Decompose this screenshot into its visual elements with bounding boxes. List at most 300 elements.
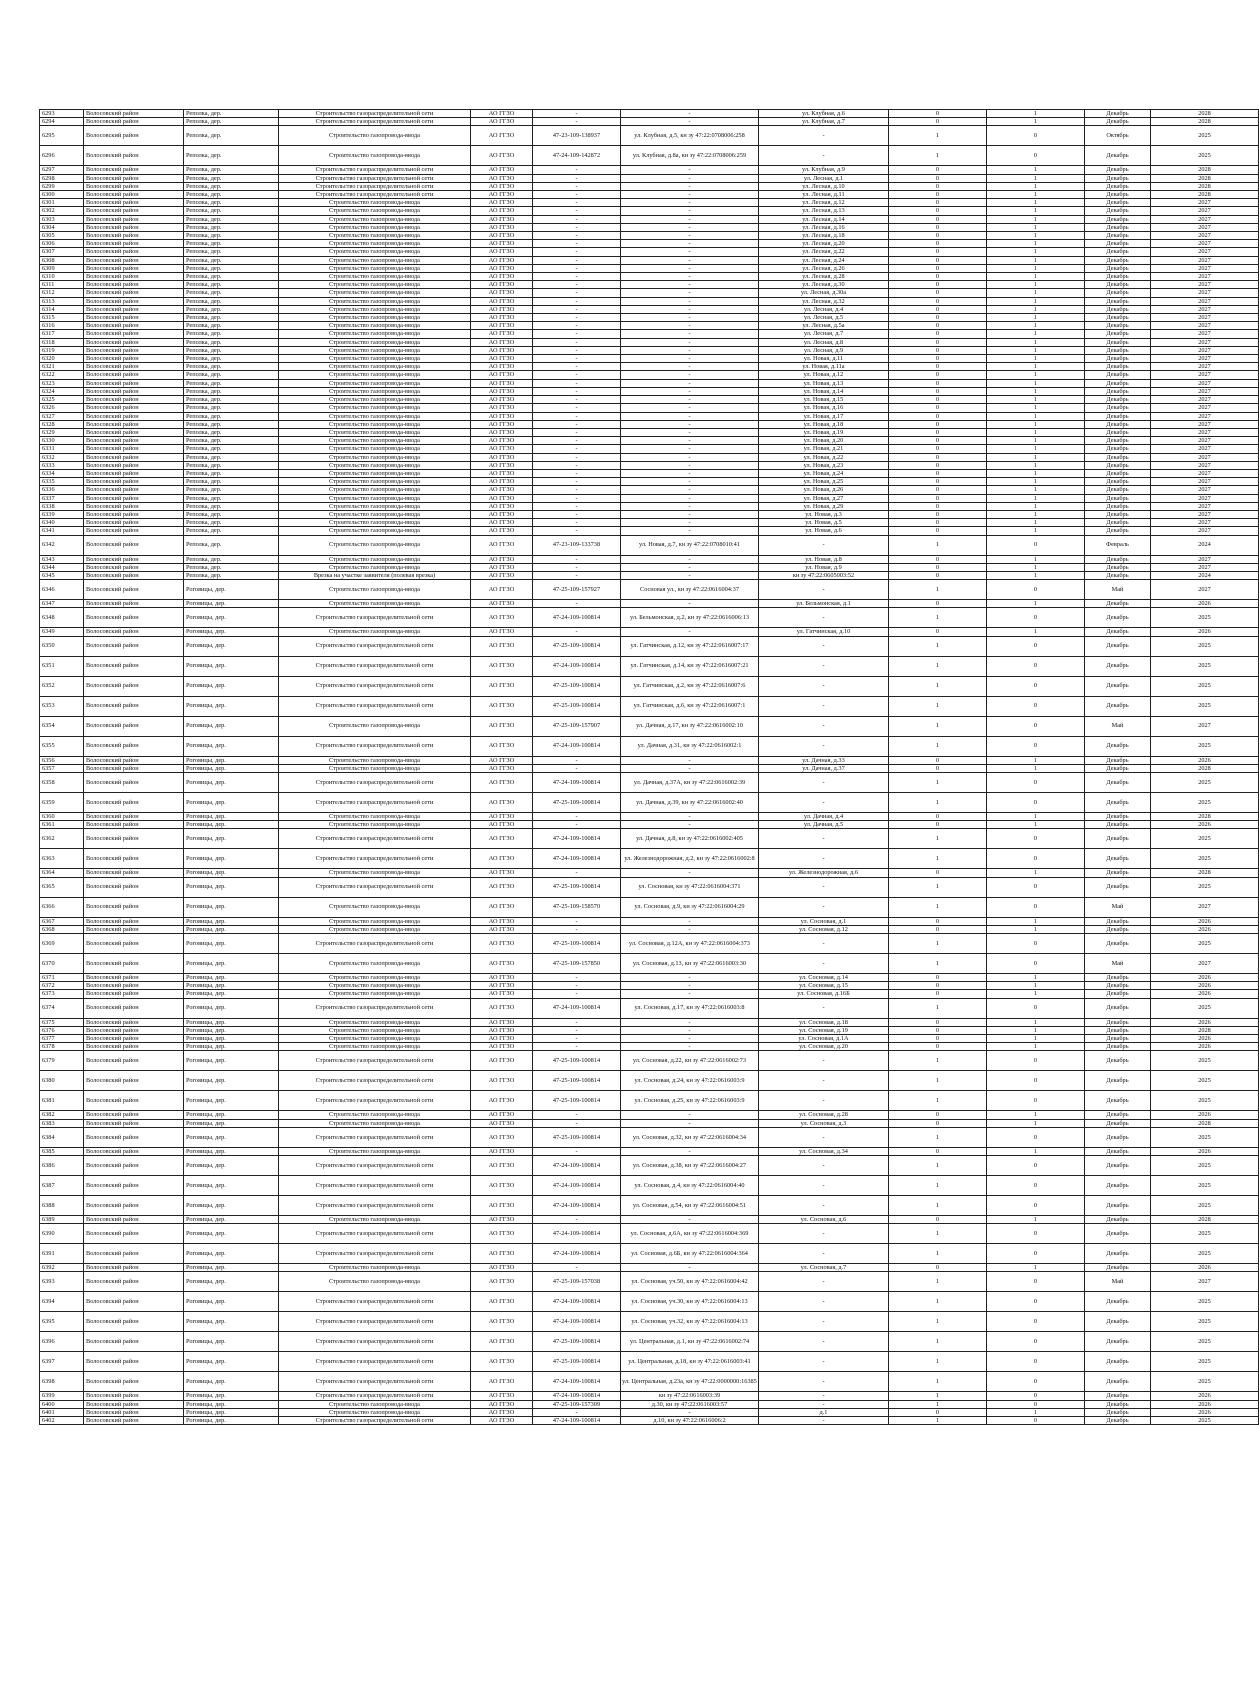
cell-qty-a: 0 bbox=[889, 1018, 987, 1026]
cell-district: Волосовский район bbox=[84, 232, 184, 240]
cell-addr-b: ул. Лесная, д.5 bbox=[759, 314, 889, 322]
cell-qty-b: 1 bbox=[987, 445, 1085, 453]
table-row bbox=[40, 322, 1259, 330]
cell-addr-a: - bbox=[621, 563, 759, 571]
cell-addr-a: ул. Сосновая, д.6Б, кн зу 47:22:0616004:364 bbox=[621, 1244, 759, 1264]
cell-org: АО ГГЗО bbox=[471, 289, 533, 297]
cell-qty-b: 1 bbox=[987, 182, 1085, 190]
document-sheet bbox=[39, 109, 1211, 1425]
cell-addr-a: - bbox=[621, 478, 759, 486]
cell-org: АО ГГЗО bbox=[471, 933, 533, 953]
table-row bbox=[40, 563, 1259, 571]
cell-order: - bbox=[533, 571, 621, 579]
cell-month: Май bbox=[1085, 716, 1151, 736]
cell-qty-b: 1 bbox=[987, 118, 1085, 126]
table-row bbox=[40, 486, 1259, 494]
cell-addr-a: - bbox=[621, 182, 759, 190]
cell-num: 6304 bbox=[40, 223, 84, 231]
cell-settlement: Роговицы, дер. bbox=[184, 656, 279, 676]
cell-addr-a: ул. Новая, д.7, кн зу 47:22:0708010:41 bbox=[621, 535, 759, 555]
cell-qty-b: 1 bbox=[987, 363, 1085, 371]
table-row bbox=[40, 764, 1259, 772]
cell-num: 6391 bbox=[40, 1244, 84, 1264]
cell-addr-a: - bbox=[621, 240, 759, 248]
cell-year: 2025 bbox=[1151, 656, 1259, 676]
cell-month: Декабрь bbox=[1085, 656, 1151, 676]
cell-year: 2027 bbox=[1151, 412, 1259, 420]
table-row bbox=[40, 363, 1259, 371]
cell-district: Волосовский район bbox=[84, 510, 184, 518]
cell-org: АО ГГЗО bbox=[471, 636, 533, 656]
cell-addr-b: ул. Новая, д.29 bbox=[759, 502, 889, 510]
cell-settlement: Реполка, дер. bbox=[184, 363, 279, 371]
cell-district: Волосовский район bbox=[84, 330, 184, 338]
cell-work: Строительство газопровода-ввода bbox=[279, 146, 471, 166]
cell-num: 6352 bbox=[40, 676, 84, 696]
cell-qty-b: 0 bbox=[987, 792, 1085, 812]
cell-order: 47-25-109-100814 bbox=[533, 933, 621, 953]
cell-addr-b: ул. Сосновая, д.14 bbox=[759, 973, 889, 981]
cell-addr-a: - bbox=[621, 1408, 759, 1416]
cell-qty-b: 0 bbox=[987, 772, 1085, 792]
cell-settlement: Роговицы, дер. bbox=[184, 1264, 279, 1272]
cell-settlement: Реполка, дер. bbox=[184, 305, 279, 313]
cell-month: Декабрь bbox=[1085, 1127, 1151, 1147]
cell-month: Декабрь bbox=[1085, 461, 1151, 469]
cell-year: 2026 bbox=[1151, 925, 1259, 933]
cell-qty-a: 0 bbox=[889, 1216, 987, 1224]
cell-qty-b: 0 bbox=[987, 1156, 1085, 1176]
cell-district: Волосовский район bbox=[84, 166, 184, 174]
cell-settlement: Роговицы, дер. bbox=[184, 829, 279, 849]
cell-qty-a: 0 bbox=[889, 461, 987, 469]
cell-order: - bbox=[533, 1035, 621, 1043]
cell-district: Волосовский район bbox=[84, 215, 184, 223]
cell-addr-b: - bbox=[759, 580, 889, 600]
cell-addr-a: ул. Сосновая, д.54, кн зу 47:22:0616004:51 bbox=[621, 1196, 759, 1216]
cell-district: Волосовский район bbox=[84, 322, 184, 330]
cell-district: Волосовский район bbox=[84, 829, 184, 849]
cell-settlement: Реполка, дер. bbox=[184, 555, 279, 563]
cell-order: 47-25-109-157907 bbox=[533, 716, 621, 736]
cell-order: - bbox=[533, 812, 621, 820]
cell-district: Волосовский район bbox=[84, 182, 184, 190]
cell-num: 6307 bbox=[40, 248, 84, 256]
cell-district: Волосовский район bbox=[84, 273, 184, 281]
cell-org: АО ГГЗО bbox=[471, 118, 533, 126]
cell-month: Декабрь bbox=[1085, 346, 1151, 354]
cell-addr-b: ул. Новая, д.3 bbox=[759, 510, 889, 518]
cell-district: Волосовский район bbox=[84, 1176, 184, 1196]
cell-qty-a: 1 bbox=[889, 1272, 987, 1292]
cell-district: Волосовский район bbox=[84, 1272, 184, 1292]
cell-addr-b: - bbox=[759, 1352, 889, 1372]
cell-settlement: Реполка, дер. bbox=[184, 314, 279, 322]
cell-addr-a: - bbox=[621, 305, 759, 313]
cell-num: 6316 bbox=[40, 322, 84, 330]
cell-order: - bbox=[533, 461, 621, 469]
table-row bbox=[40, 1332, 1259, 1352]
cell-district: Волосовский район bbox=[84, 812, 184, 820]
cell-month: Декабрь bbox=[1085, 1196, 1151, 1216]
table-row bbox=[40, 812, 1259, 820]
cell-num: 6354 bbox=[40, 716, 84, 736]
cell-addr-b: - bbox=[759, 676, 889, 696]
cell-order: - bbox=[533, 207, 621, 215]
cell-order: - bbox=[533, 420, 621, 428]
cell-month: Декабрь bbox=[1085, 696, 1151, 716]
cell-addr-a: - bbox=[621, 925, 759, 933]
cell-addr-b: - bbox=[759, 736, 889, 756]
cell-district: Волосовский район bbox=[84, 371, 184, 379]
cell-month: Декабрь bbox=[1085, 445, 1151, 453]
cell-order: - bbox=[533, 215, 621, 223]
cell-qty-b: 0 bbox=[987, 656, 1085, 676]
cell-org: АО ГГЗО bbox=[471, 428, 533, 436]
cell-month: Декабрь bbox=[1085, 437, 1151, 445]
cell-qty-b: 0 bbox=[987, 716, 1085, 736]
cell-org: АО ГГЗО bbox=[471, 256, 533, 264]
table-row bbox=[40, 1392, 1259, 1400]
cell-district: Волосовский район bbox=[84, 420, 184, 428]
cell-order: - bbox=[533, 355, 621, 363]
cell-addr-a: - bbox=[621, 982, 759, 990]
cell-num: 6361 bbox=[40, 821, 84, 829]
cell-year: 2025 bbox=[1151, 933, 1259, 953]
cell-district: Волосовский район bbox=[84, 199, 184, 207]
cell-district: Волосовский район bbox=[84, 355, 184, 363]
table-row bbox=[40, 166, 1259, 174]
cell-settlement: Реполка, дер. bbox=[184, 110, 279, 118]
cell-year: 2027 bbox=[1151, 346, 1259, 354]
cell-num: 6359 bbox=[40, 792, 84, 812]
cell-district: Волосовский район bbox=[84, 174, 184, 182]
cell-org: АО ГГЗО bbox=[471, 273, 533, 281]
cell-year: 2027 bbox=[1151, 510, 1259, 518]
cell-num: 6385 bbox=[40, 1147, 84, 1155]
cell-month: Декабрь bbox=[1085, 1051, 1151, 1071]
cell-num: 6378 bbox=[40, 1043, 84, 1051]
cell-work: Строительство газопровода-ввода bbox=[279, 420, 471, 428]
table-row bbox=[40, 1051, 1259, 1071]
cell-work: Строительство газораспределительной сети bbox=[279, 1392, 471, 1400]
cell-addr-b: ул. Гатчинская, д.10 bbox=[759, 628, 889, 636]
cell-work: Строительство газопровода-ввода bbox=[279, 453, 471, 461]
cell-addr-b: ул. Новая, д.6 bbox=[759, 527, 889, 535]
cell-settlement: Роговицы, дер. bbox=[184, 1119, 279, 1127]
cell-addr-b: - bbox=[759, 772, 889, 792]
cell-year: 2027 bbox=[1151, 314, 1259, 322]
cell-qty-b: 1 bbox=[987, 869, 1085, 877]
cell-qty-a: 0 bbox=[889, 821, 987, 829]
cell-addr-a: - bbox=[621, 1216, 759, 1224]
cell-org: АО ГГЗО bbox=[471, 829, 533, 849]
table-row bbox=[40, 1043, 1259, 1051]
cell-addr-a: ул. Дачная, д.17, кн зу 47:22:0616002:10 bbox=[621, 716, 759, 736]
cell-district: Волосовский район bbox=[84, 126, 184, 146]
cell-year: 2026 bbox=[1151, 756, 1259, 764]
cell-qty-a: 1 bbox=[889, 146, 987, 166]
cell-addr-b: ул. Лесная, д.12 bbox=[759, 199, 889, 207]
cell-addr-a: - bbox=[621, 869, 759, 877]
cell-num: 6387 bbox=[40, 1176, 84, 1196]
cell-org: АО ГГЗО bbox=[471, 555, 533, 563]
cell-qty-b: 1 bbox=[987, 973, 1085, 981]
cell-addr-b: - bbox=[759, 1272, 889, 1292]
cell-org: АО ГГЗО bbox=[471, 191, 533, 199]
cell-addr-a: - bbox=[621, 812, 759, 820]
cell-month: Декабрь bbox=[1085, 146, 1151, 166]
cell-year: 2025 bbox=[1151, 1156, 1259, 1176]
cell-district: Волосовский район bbox=[84, 445, 184, 453]
table-row bbox=[40, 756, 1259, 764]
cell-qty-b: 0 bbox=[987, 696, 1085, 716]
cell-settlement: Роговицы, дер. bbox=[184, 1408, 279, 1416]
cell-order: - bbox=[533, 502, 621, 510]
cell-qty-b: 1 bbox=[987, 764, 1085, 772]
cell-qty-b: 0 bbox=[987, 608, 1085, 628]
cell-work: Строительство газораспределительной сети bbox=[279, 736, 471, 756]
cell-qty-b: 1 bbox=[987, 428, 1085, 436]
cell-addr-a: Сосновая ул., кн зу 47:22:0616004:37 bbox=[621, 580, 759, 600]
table-row bbox=[40, 412, 1259, 420]
cell-month: Декабрь bbox=[1085, 736, 1151, 756]
table-row bbox=[40, 1292, 1259, 1312]
cell-addr-a: - bbox=[621, 118, 759, 126]
cell-addr-a: - bbox=[621, 281, 759, 289]
cell-order: - bbox=[533, 1111, 621, 1119]
cell-qty-b: 1 bbox=[987, 469, 1085, 477]
cell-work: Строительство газораспределительной сети bbox=[279, 1091, 471, 1111]
cell-addr-a: - bbox=[621, 600, 759, 608]
cell-district: Волосовский район bbox=[84, 110, 184, 118]
cell-qty-b: 1 bbox=[987, 812, 1085, 820]
cell-district: Волосовский район bbox=[84, 412, 184, 420]
cell-org: АО ГГЗО bbox=[471, 1035, 533, 1043]
cell-addr-a: кн зу 47:22:0616003:39 bbox=[621, 1392, 759, 1400]
cell-addr-b: ул. Новая, д.11а bbox=[759, 363, 889, 371]
cell-addr-b: - bbox=[759, 1400, 889, 1408]
cell-qty-b: 1 bbox=[987, 371, 1085, 379]
cell-org: АО ГГЗО bbox=[471, 207, 533, 215]
cell-num: 6349 bbox=[40, 628, 84, 636]
table-row bbox=[40, 297, 1259, 305]
cell-month: Декабрь bbox=[1085, 1156, 1151, 1176]
cell-qty-a: 0 bbox=[889, 330, 987, 338]
cell-addr-a: - bbox=[621, 1264, 759, 1272]
cell-settlement: Роговицы, дер. bbox=[184, 1026, 279, 1034]
cell-order: - bbox=[533, 1216, 621, 1224]
cell-year: 2027 bbox=[1151, 469, 1259, 477]
cell-addr-b: ул. Новая, д.11 bbox=[759, 355, 889, 363]
cell-district: Волосовский район bbox=[84, 1292, 184, 1312]
cell-settlement: Реполка, дер. bbox=[184, 322, 279, 330]
cell-work: Строительство газораспределительной сети bbox=[279, 772, 471, 792]
cell-addr-b: - bbox=[759, 877, 889, 897]
cell-work: Строительство газопровода-ввода bbox=[279, 869, 471, 877]
cell-qty-a: 0 bbox=[889, 256, 987, 264]
cell-org: АО ГГЗО bbox=[471, 973, 533, 981]
cell-district: Волосовский район bbox=[84, 469, 184, 477]
cell-month: Декабрь bbox=[1085, 1244, 1151, 1264]
cell-qty-a: 1 bbox=[889, 1392, 987, 1400]
cell-qty-a: 0 bbox=[889, 925, 987, 933]
cell-order: - bbox=[533, 628, 621, 636]
cell-org: АО ГГЗО bbox=[471, 199, 533, 207]
cell-addr-a: - bbox=[621, 571, 759, 579]
cell-order: - bbox=[533, 519, 621, 527]
cell-num: 6334 bbox=[40, 469, 84, 477]
cell-year: 2026 bbox=[1151, 1018, 1259, 1026]
cell-qty-b: 1 bbox=[987, 1043, 1085, 1051]
table-body bbox=[40, 110, 1259, 1425]
cell-year: 2026 bbox=[1151, 628, 1259, 636]
cell-num: 6357 bbox=[40, 764, 84, 772]
table-row bbox=[40, 330, 1259, 338]
cell-month: Декабрь bbox=[1085, 973, 1151, 981]
cell-year: 2026 bbox=[1151, 1392, 1259, 1400]
cell-org: АО ГГЗО bbox=[471, 1051, 533, 1071]
cell-addr-b: ул. Новая, д.20 bbox=[759, 437, 889, 445]
cell-org: АО ГГЗО bbox=[471, 1312, 533, 1332]
cell-year: 2027 bbox=[1151, 502, 1259, 510]
cell-addr-a: - bbox=[621, 330, 759, 338]
cell-addr-a: - bbox=[621, 1147, 759, 1155]
cell-qty-a: 0 bbox=[889, 982, 987, 990]
cell-qty-a: 0 bbox=[889, 1111, 987, 1119]
table-row bbox=[40, 933, 1259, 953]
cell-num: 6356 bbox=[40, 756, 84, 764]
cell-order: - bbox=[533, 314, 621, 322]
cell-settlement: Роговицы, дер. bbox=[184, 580, 279, 600]
table-row bbox=[40, 869, 1259, 877]
cell-order: - bbox=[533, 289, 621, 297]
cell-order: 47-24-109-100814 bbox=[533, 1417, 621, 1425]
table-row bbox=[40, 821, 1259, 829]
cell-qty-b: 1 bbox=[987, 256, 1085, 264]
cell-addr-b: - bbox=[759, 829, 889, 849]
cell-district: Волосовский район bbox=[84, 877, 184, 897]
cell-year: 2025 bbox=[1151, 772, 1259, 792]
cell-work: Строительство газопровода-ввода bbox=[279, 925, 471, 933]
cell-qty-a: 1 bbox=[889, 676, 987, 696]
table-row bbox=[40, 849, 1259, 869]
cell-year: 2025 bbox=[1151, 1224, 1259, 1244]
table-row bbox=[40, 973, 1259, 981]
cell-num: 6363 bbox=[40, 849, 84, 869]
cell-addr-b: ул. Новая, д.23 bbox=[759, 461, 889, 469]
cell-district: Волосовский район bbox=[84, 600, 184, 608]
cell-org: АО ГГЗО bbox=[471, 756, 533, 764]
cell-month: Декабрь bbox=[1085, 1119, 1151, 1127]
table-row bbox=[40, 207, 1259, 215]
cell-month: Декабрь bbox=[1085, 305, 1151, 313]
cell-qty-b: 1 bbox=[987, 1216, 1085, 1224]
cell-month: Декабрь bbox=[1085, 519, 1151, 527]
cell-district: Волосовский район bbox=[84, 346, 184, 354]
table-row bbox=[40, 1312, 1259, 1332]
cell-addr-a: - bbox=[621, 1119, 759, 1127]
cell-num: 6337 bbox=[40, 494, 84, 502]
cell-month: Декабрь bbox=[1085, 256, 1151, 264]
cell-qty-b: 1 bbox=[987, 982, 1085, 990]
table-row bbox=[40, 420, 1259, 428]
cell-addr-a: ул. Гатчинская, д.6, кн зу 47:22:0616007:1 bbox=[621, 696, 759, 716]
cell-addr-a: д.10, кн зу 47:22:0616006:2 bbox=[621, 1417, 759, 1425]
cell-district: Волосовский район bbox=[84, 1332, 184, 1352]
cell-num: 6314 bbox=[40, 305, 84, 313]
cell-work: Строительство газопровода-ввода bbox=[279, 314, 471, 322]
cell-order: - bbox=[533, 191, 621, 199]
cell-qty-b: 1 bbox=[987, 387, 1085, 395]
cell-settlement: Реполка, дер. bbox=[184, 174, 279, 182]
cell-settlement: Реполка, дер. bbox=[184, 420, 279, 428]
cell-qty-b: 0 bbox=[987, 1051, 1085, 1071]
cell-org: АО ГГЗО bbox=[471, 1018, 533, 1026]
cell-district: Волосовский район bbox=[84, 486, 184, 494]
table-row bbox=[40, 636, 1259, 656]
cell-qty-a: 0 bbox=[889, 305, 987, 313]
cell-addr-a: ул. Сосновая, д.38, кн зу 47:22:0616004:27 bbox=[621, 1156, 759, 1176]
cell-qty-a: 1 bbox=[889, 1417, 987, 1425]
cell-work: Строительство газопровода-ввода bbox=[279, 346, 471, 354]
cell-addr-a: - bbox=[621, 191, 759, 199]
cell-addr-b: - bbox=[759, 1312, 889, 1332]
cell-addr-a: ул. Клубная, д.5, кн зу 47:22:0708006:258 bbox=[621, 126, 759, 146]
cell-year: 2027 bbox=[1151, 264, 1259, 272]
cell-work: Строительство газораспределительной сети bbox=[279, 636, 471, 656]
cell-addr-b: ул. Новая, д.14 bbox=[759, 387, 889, 395]
cell-qty-b: 0 bbox=[987, 1392, 1085, 1400]
cell-work: Строительство газораспределительной сети bbox=[279, 1372, 471, 1392]
cell-district: Волосовский район bbox=[84, 387, 184, 395]
cell-addr-a: ул. Центральная, д.23а, кн зу 47:22:0000000:16385 bbox=[621, 1372, 759, 1392]
cell-order: 47-24-109-100814 bbox=[533, 608, 621, 628]
cell-addr-a: - bbox=[621, 445, 759, 453]
cell-addr-a: - bbox=[621, 273, 759, 281]
cell-district: Волосовский район bbox=[84, 297, 184, 305]
cell-district: Волосовский район bbox=[84, 716, 184, 736]
cell-work: Строительство газопровода-ввода bbox=[279, 917, 471, 925]
cell-addr-a: - bbox=[621, 371, 759, 379]
cell-settlement: Роговицы, дер. bbox=[184, 716, 279, 736]
cell-month: Декабрь bbox=[1085, 502, 1151, 510]
cell-addr-a: - bbox=[621, 461, 759, 469]
cell-num: 6303 bbox=[40, 215, 84, 223]
cell-settlement: Роговицы, дер. bbox=[184, 1292, 279, 1312]
cell-settlement: Роговицы, дер. bbox=[184, 1372, 279, 1392]
cell-order: - bbox=[533, 428, 621, 436]
table-row bbox=[40, 502, 1259, 510]
cell-addr-b: - bbox=[759, 953, 889, 973]
cell-addr-b: ул. Новая, д.18 bbox=[759, 420, 889, 428]
cell-month: Декабрь bbox=[1085, 933, 1151, 953]
cell-org: АО ГГЗО bbox=[471, 812, 533, 820]
cell-order: - bbox=[533, 1018, 621, 1026]
table-row bbox=[40, 917, 1259, 925]
cell-addr-a: - bbox=[621, 223, 759, 231]
cell-addr-b: - bbox=[759, 1091, 889, 1111]
cell-order: 47-25-109-100814 bbox=[533, 1071, 621, 1091]
cell-qty-a: 1 bbox=[889, 1312, 987, 1332]
cell-addr-b: ул. Лесная, д.18 bbox=[759, 232, 889, 240]
cell-order: - bbox=[533, 281, 621, 289]
cell-work: Строительство газораспределительной сети bbox=[279, 1224, 471, 1244]
cell-month: Декабрь bbox=[1085, 1372, 1151, 1392]
cell-year: 2025 bbox=[1151, 736, 1259, 756]
cell-order: 47-25-109-100814 bbox=[533, 792, 621, 812]
cell-work: Строительство газопровода-ввода bbox=[279, 1264, 471, 1272]
